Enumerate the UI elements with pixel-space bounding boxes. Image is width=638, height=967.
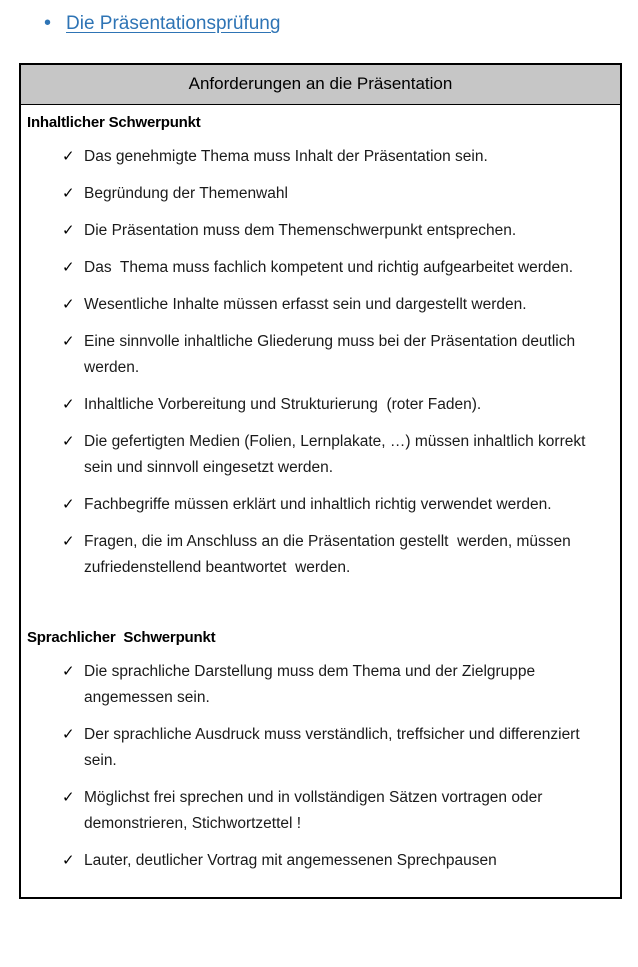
check-icon: ✓	[62, 259, 75, 276]
checklist-item	[62, 529, 612, 581]
checklist-item-text: Die gefertigten Medien (Folien, Lernplakate, …) müssen inhaltlich korrekt sein und sinnvoll eingesetzt werden.	[84, 433, 590, 476]
table-header-cell: Anforderungen an die Präsentation	[21, 65, 620, 105]
checklist-item	[62, 785, 612, 837]
checklist-item	[62, 848, 612, 874]
checklist-item	[62, 492, 612, 518]
presentation-exam-link[interactable]: Die Präsentationsprüfung	[66, 13, 281, 34]
checklist-item-text: Lauter, deutlicher Vortrag mit angemessenen Sprechpausen	[84, 852, 497, 869]
checklist-item-text: Fachbegriffe müssen erklärt und inhaltlich richtig verwendet werden.	[84, 496, 552, 513]
check-icon: ✓	[62, 663, 75, 680]
checklist-item-text: Wesentliche Inhalte müssen erfasst sein und dargestellt werden.	[84, 296, 527, 313]
section-heading: Sprachlicher Schwerpunkt	[27, 629, 216, 646]
checklist-item-text: Die sprachliche Darstellung muss dem Thema und der Zielgruppe angemessen sein.	[84, 663, 540, 706]
checklist-item	[62, 659, 612, 711]
check-icon: ✓	[62, 333, 75, 350]
checklist-item	[62, 218, 612, 244]
checklist-item	[62, 329, 612, 381]
checklist-item-text: Das genehmigte Thema muss Inhalt der Präsentation sein.	[84, 148, 488, 165]
checklist-item	[62, 722, 612, 774]
checklist-item	[62, 144, 612, 170]
checklist-item-text: Möglichst frei sprechen und in vollständigen Sätzen vortragen oder demonstrieren, Stichwortzettel !	[84, 789, 547, 832]
check-icon: ✓	[62, 185, 75, 202]
section-sprachlicher-schwerpunkt	[26, 629, 612, 874]
checklist-item-text: Die Präsentation muss dem Themenschwerpunkt entsprechen.	[84, 222, 517, 239]
table-body-cell	[21, 105, 620, 897]
checklist-item	[62, 255, 612, 281]
check-icon: ✓	[62, 496, 75, 513]
check-icon: ✓	[62, 296, 75, 313]
check-icon: ✓	[62, 148, 75, 165]
checklist-item-text: Der sprachliche Ausdruck muss verständlich, treffsicher und differenziert sein.	[84, 726, 584, 769]
checklist-item-text: Das Thema muss fachlich kompetent und richtig aufgearbeitet werden.	[84, 259, 574, 276]
checklist-item	[62, 392, 612, 418]
checklist-item	[62, 429, 612, 481]
check-icon: ✓	[62, 433, 75, 450]
check-icon: ✓	[62, 396, 75, 413]
check-icon: ✓	[62, 726, 75, 743]
check-icon: ✓	[62, 533, 75, 550]
title-list-item	[0, 0, 638, 37]
checklist-item-text: Inhaltliche Vorbereitung und Strukturierung (roter Faden).	[84, 396, 482, 413]
requirements-table	[19, 63, 622, 899]
checklist-item-text: Fragen, die im Anschluss an die Präsentation gestellt werden, müssen zufriedenstellend beantwortet werden.	[84, 533, 576, 576]
section-heading: Inhaltlicher Schwerpunkt	[27, 114, 201, 131]
check-icon: ✓	[62, 789, 75, 806]
checklist-item	[62, 292, 612, 318]
section-inhaltlicher-schwerpunkt	[26, 114, 612, 581]
checklist-item-text: Begründung der Themenwahl	[84, 185, 288, 202]
checklist-item	[62, 181, 612, 207]
check-icon: ✓	[62, 852, 75, 869]
checklist-item-text: Eine sinnvolle inhaltliche Gliederung muss bei der Präsentation deutlich werden.	[84, 333, 580, 376]
list-bullet-icon: •	[44, 12, 52, 34]
check-icon: ✓	[62, 222, 75, 239]
